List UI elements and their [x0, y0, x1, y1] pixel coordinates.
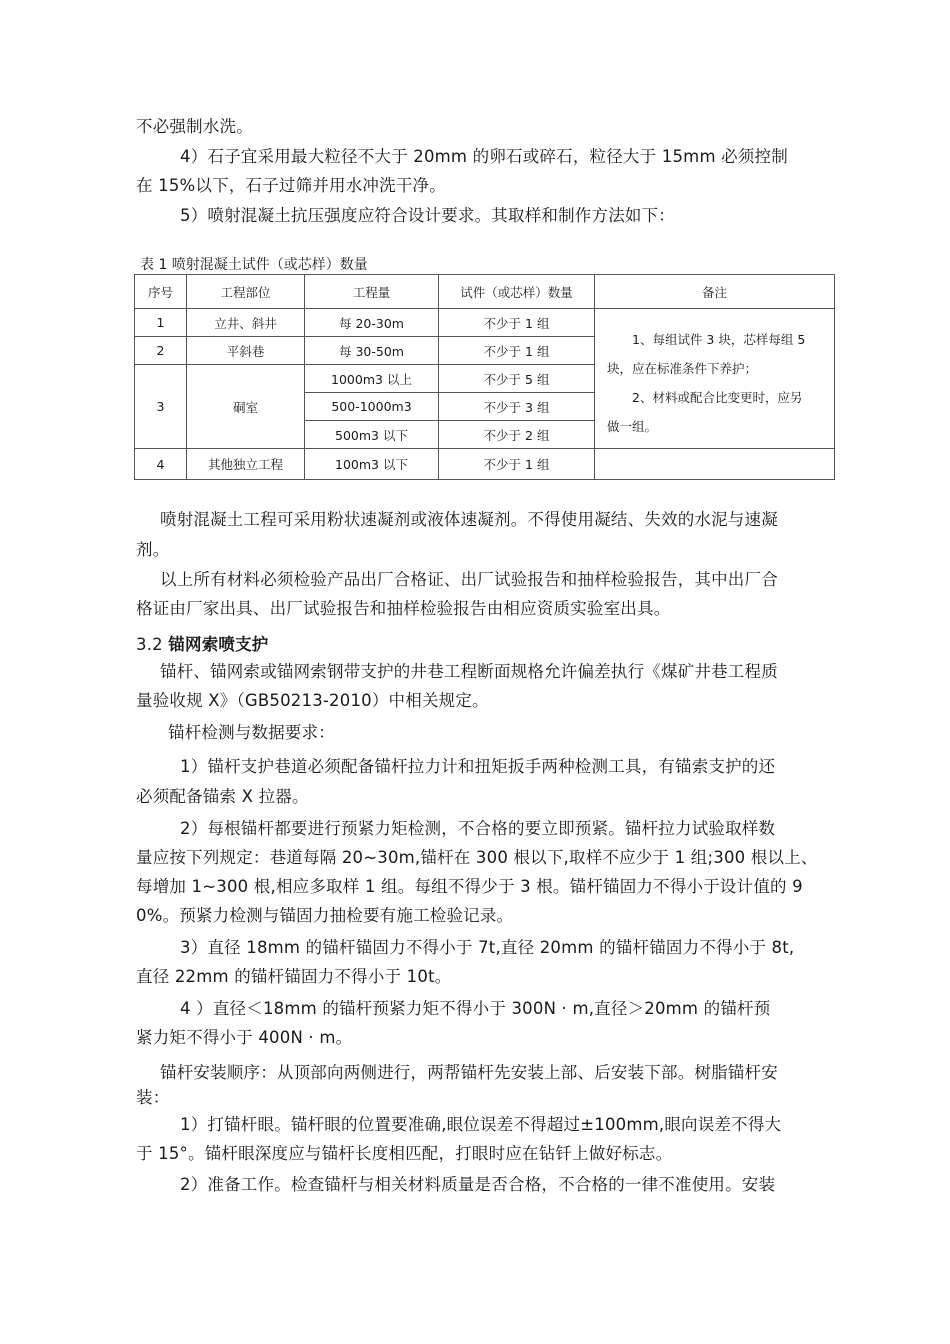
table-cell: 其他独立工程 — [187, 449, 305, 480]
table-cell: 100m3 以下 — [305, 449, 439, 480]
table-cell: 500m3 以下 — [305, 421, 439, 449]
table-caption: 表 1 喷射混凝土试件（或芯样）数量 — [140, 257, 368, 273]
note-line: 1、每组试件 3 块，芯样每组 5 — [632, 332, 806, 347]
section-heading — [136, 634, 269, 656]
table-header-cell: 试件（或芯样）数量 — [439, 275, 595, 309]
table-cell: 不少于 1 组 — [439, 449, 595, 480]
table-cell: 立井、斜井 — [187, 309, 305, 337]
table-cell: 不少于 1 组 — [439, 309, 595, 337]
paragraph-text: 2）准备工作。检查锚杆与相关材料质量是否合格，不合格的一律不准使用。安装 — [180, 1175, 776, 1194]
note-line: 2、材料或配合比变更时，应另 — [632, 390, 803, 405]
table-cell: 每 30-50m — [305, 337, 439, 365]
table-header-cell: 工程量 — [305, 275, 439, 309]
paragraph-text: 喷射混凝土工程可采用粉状速凝剂或液体速凝剂。不得使用凝结、失效的水泥与速凝 — [160, 510, 778, 529]
note-line: 块，应在标准条件下养护； — [607, 361, 758, 376]
paragraph-text: 锚杆安装顺序：从顶部向两侧进行，两帮锚杆先安装上部、后安装下部。树脂锚杆安 — [160, 1063, 778, 1082]
table-note-cell — [595, 309, 835, 449]
paragraph-text: 必须配备锚索 X 拉器。 — [136, 787, 309, 806]
table-cell: 1 — [135, 309, 187, 337]
paragraph-text: 紧力矩不得小于 400N · m。 — [136, 1028, 353, 1047]
paragraph-text: 1）锚杆支护巷道必须配备锚杆拉力计和扭矩扳手两种检测工具，有锚索支护的还 — [180, 757, 776, 776]
paragraph-text: 以上所有材料必须检验产品出厂合格证、出厂试验报告和抽样检验报告，其中出厂合 — [160, 570, 778, 589]
note-line: 做一组。 — [607, 419, 658, 434]
paragraph-text: 锚杆检测与数据要求： — [168, 723, 335, 742]
table-cell: 500-1000m3 — [305, 393, 439, 421]
table-cell: 2 — [135, 337, 187, 365]
table-cell: 不少于 5 组 — [439, 365, 595, 393]
paragraph-text: 5）喷射混凝土抗压强度应符合设计要求。其取样和制作方法如下： — [180, 206, 675, 225]
paragraph-text: 4）石子宜采用最大粒径不大于 20mm 的卵石或碎石，粒径大于 15mm 必须控制 — [180, 147, 788, 166]
paragraph-text: 1）打锚杆眼。锚杆眼的位置要准确,眼位误差不得超过±100mm,眼向误差不得大 — [180, 1115, 782, 1134]
section-title: 锚网索喷支护 — [168, 635, 269, 654]
paragraph-text: 3）直径 18mm 的锚杆锚固力不得小于 7t,直径 20mm 的锚杆锚固力不得小于 8t, — [180, 938, 795, 957]
table-header-row — [135, 275, 835, 309]
table-cell: 不少于 3 组 — [439, 393, 595, 421]
paragraph-text: 4 ）直径＜18mm 的锚杆预紧力矩不得小于 300N · m,直径＞20mm 的锚杆预 — [180, 999, 771, 1018]
paragraph-text: 剂。 — [136, 540, 170, 559]
table-cell: 4 — [135, 449, 187, 480]
table-row — [135, 449, 835, 480]
table-cell: 平斜巷 — [187, 337, 305, 365]
paragraph-text: 2）每根锚杆都要进行预紧力矩检测，不合格的要立即预紧。锚杆拉力试验取样数 — [180, 819, 776, 838]
table-cell: 不少于 2 组 — [439, 421, 595, 449]
paragraph-text: 锚杆、锚网索或锚网索钢带支护的井巷工程断面规格允许偏差执行《煤矿井巷工程质 — [160, 662, 778, 681]
paragraph-text: 不必强制水洗。 — [136, 117, 253, 136]
table-cell — [595, 449, 835, 480]
paragraph-text: 装： — [136, 1088, 170, 1107]
table-row — [135, 309, 835, 337]
paragraph-text: 格证由厂家出具、出厂试验报告和抽样检验报告由相应资质实验室出具。 — [136, 599, 671, 618]
sample-quantity-table — [134, 274, 835, 480]
paragraph-text: 量应按下列规定：巷道每隔 20~30m,锚杆在 300 根以下,取样不应少于 1 组;300 根以上、 — [136, 848, 818, 867]
paragraph-text: 直径 22mm 的锚杆锚固力不得小于 10t。 — [136, 967, 452, 986]
paragraph-text: 每增加 1~300 根,相应多取样 1 组。每组不得少于 3 根。锚杆锚固力不得小于设计值的 9 — [136, 877, 803, 896]
table-header-cell: 备注 — [595, 275, 835, 309]
table-cell: 每 20-30m — [305, 309, 439, 337]
table-header-cell: 序号 — [135, 275, 187, 309]
table-cell: 1000m3 以上 — [305, 365, 439, 393]
table-cell: 硐室 — [187, 365, 305, 449]
table-cell: 3 — [135, 365, 187, 449]
paragraph-text: 于 15°。锚杆眼深度应与锚杆长度相匹配，打眼时应在钻钎上做好标志。 — [136, 1144, 673, 1163]
paragraph-text: 量验收规 X》（GB50213-2010）中相关规定。 — [136, 691, 489, 710]
section-number: 3.2 — [136, 635, 163, 654]
paragraph-text: 在 15%以下，石子过筛并用水冲洗干净。 — [136, 176, 446, 195]
table-header-cell: 工程部位 — [187, 275, 305, 309]
paragraph-text: 0%。预紧力检测与锚固力抽检要有施工检验记录。 — [136, 906, 514, 925]
table-cell: 不少于 1 组 — [439, 337, 595, 365]
